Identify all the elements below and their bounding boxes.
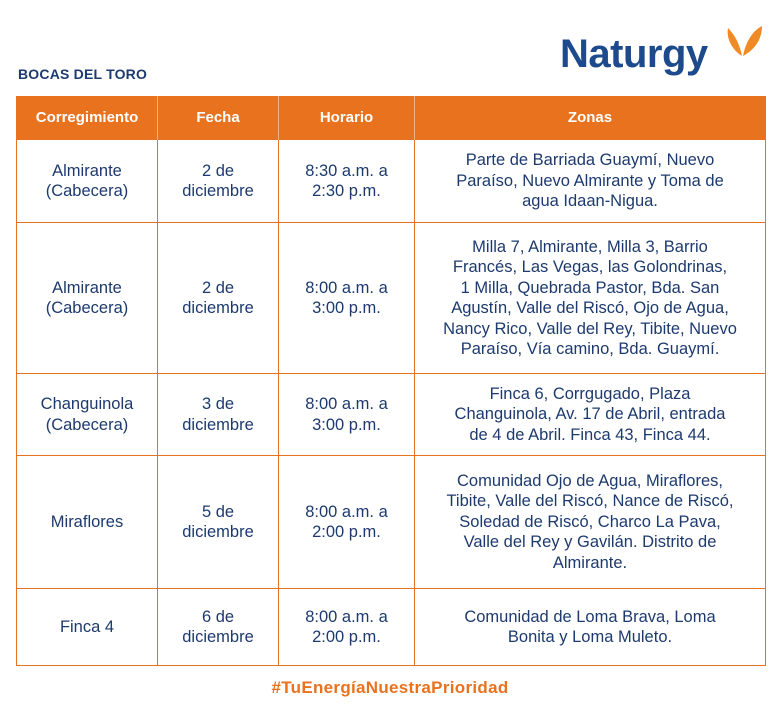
table-row [17, 456, 766, 589]
table-row [17, 223, 766, 374]
header-zonas: Zonas [415, 96, 766, 140]
cell-corregimiento: Miraflores [17, 456, 158, 589]
region-title: BOCAS DEL TORO [18, 66, 148, 82]
cell-zonas: Milla 7, Almirante, Milla 3, Barrio Francés, Las Vegas, las Golondrinas, 1 Milla, Quebrada Pastor, Bda. San Agustín, Valle del Riscó, Ojo de Agua, Nancy Rico, Valle del Rey, Tibite, Nuevo Paraíso, Vía camino, Bda. Guaymí. [415, 223, 766, 374]
naturgy-logo [560, 24, 770, 84]
cell-zonas: Comunidad de Loma Brava, Loma Bonita y Loma Muleto. [415, 589, 766, 666]
cell-zonas: Finca 6, Corrgugado, Plaza Changuinola, Av. 17 de Abril, entrada de 4 de Abril. Finca 43, Finca 44. [415, 374, 766, 456]
cell-horario: 8:00 a.m. a 3:00 p.m. [279, 374, 415, 456]
butterfly-icon [724, 24, 766, 60]
cell-corregimiento: Changuinola (Cabecera) [17, 374, 158, 456]
cell-zonas: Parte de Barriada Guaymí, Nuevo Paraíso, Nuevo Almirante y Toma de agua Idaan-Nigua. [415, 140, 766, 223]
campaign-hashtag: #TuEnergíaNuestraPrioridad [271, 678, 509, 697]
cell-fecha: 2 de diciembre [158, 140, 279, 223]
table-row [17, 589, 766, 666]
cell-horario: 8:00 a.m. a 3:00 p.m. [279, 223, 415, 374]
cell-horario: 8:00 a.m. a 2:00 p.m. [279, 456, 415, 589]
cell-horario: 8:30 a.m. a 2:30 p.m. [279, 140, 415, 223]
header-corregimiento: Corregimiento [17, 96, 158, 140]
cell-fecha: 6 de diciembre [158, 589, 279, 666]
cell-corregimiento: Finca 4 [17, 589, 158, 666]
cell-fecha: 3 de diciembre [158, 374, 279, 456]
logo-wordmark: Naturgy [560, 32, 708, 76]
table-header-row [17, 96, 766, 140]
table-row [17, 140, 766, 223]
cell-corregimiento: Almirante (Cabecera) [17, 140, 158, 223]
header-fecha: Fecha [158, 96, 279, 140]
cell-fecha: 2 de diciembre [158, 223, 279, 374]
cell-zonas: Comunidad Ojo de Agua, Miraflores, Tibite, Valle del Riscó, Nance de Riscó, Soledad de Riscó, Charco La Pava, Valle del Rey y Gavilán. Distrito de Almirante. [415, 456, 766, 589]
cell-corregimiento: Almirante (Cabecera) [17, 223, 158, 374]
schedule-table [16, 96, 766, 666]
cell-horario: 8:00 a.m. a 2:00 p.m. [279, 589, 415, 666]
table-row [17, 374, 766, 456]
header-horario: Horario [279, 96, 415, 140]
cell-fecha: 5 de diciembre [158, 456, 279, 589]
